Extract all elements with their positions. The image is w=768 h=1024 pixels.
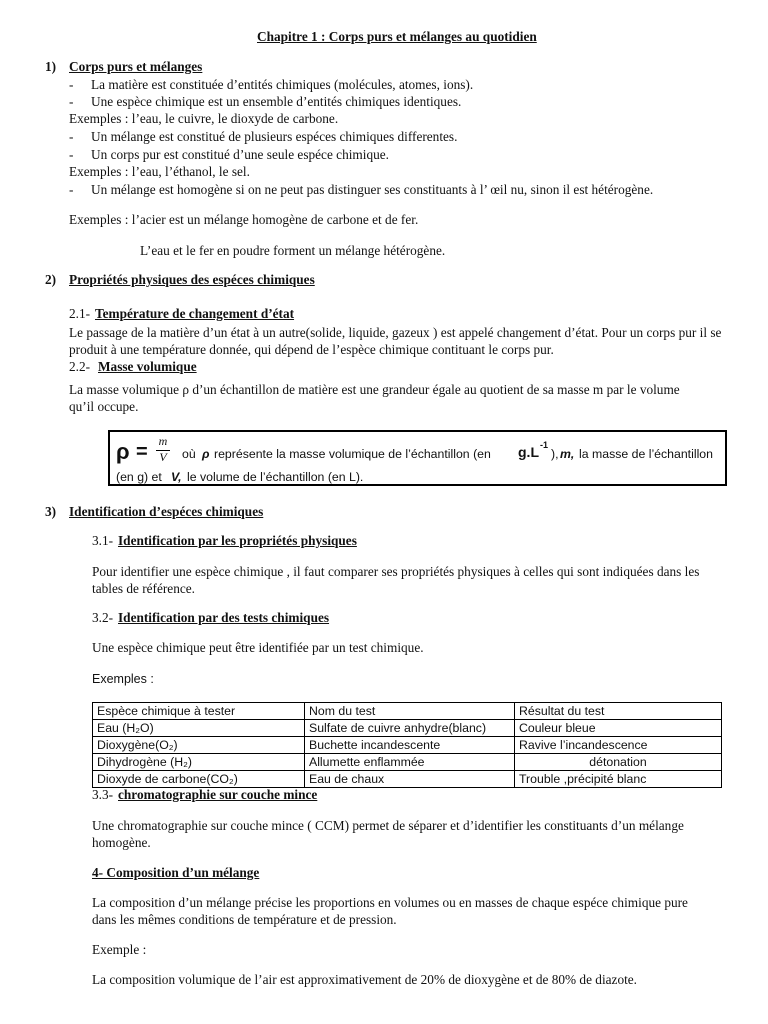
section-2-heading: Propriétés physiques des espéces chimiques: [69, 272, 315, 287]
bullet-dash: -: [69, 129, 74, 144]
formula-unit-exponent: -1: [540, 440, 549, 450]
formula-text-represents: représente la masse volumique de l’échantillon (en: [214, 447, 491, 461]
subsection-2-2-title: Masse volumique: [98, 359, 197, 374]
formula-rho-small: ρ: [202, 447, 210, 461]
formula-box: [108, 430, 727, 486]
chemical-tests-table: [92, 702, 722, 788]
section-4-heading: 4- Composition d’un mélange: [92, 865, 260, 880]
table-cell: Sulfate de cuivre anhydre(blanc): [305, 720, 515, 737]
section-4-example-label: Exemple :: [92, 942, 147, 957]
section-3-number: 3): [45, 504, 57, 519]
table-cell: Dihydrogène (H₂): [93, 754, 305, 771]
subsection-3-3-title: chromatographie sur couche mince: [118, 787, 318, 802]
section-2-number: 2): [45, 272, 57, 287]
subsection-2-1-number: 2.1-: [69, 306, 91, 321]
bullet-dash: -: [69, 147, 74, 162]
table-header-cell: Nom du test: [305, 703, 515, 720]
formula-text-mass: la masse de l’échantillon: [579, 447, 713, 461]
s1-line-6: Exemples : l’eau, l’éthanol, le sel.: [69, 164, 250, 179]
subsection-3-2-text: Une espèce chimique peut être identifiée par un test chimique.: [92, 640, 424, 655]
table-cell: Couleur bleue: [515, 720, 722, 737]
formula-equals: =: [136, 441, 148, 463]
formula-text-volume: le volume de l’échantillon (en L).: [187, 470, 364, 484]
subsection-3-1-text: Pour identifier une espèce chimique , il faut comparer ses propriétés physiques à celles qui sont indiquées dans les tables de référence.: [92, 564, 700, 596]
table-row: [93, 754, 722, 771]
subsection-2-1-title: Température de changement d’état: [95, 306, 295, 321]
subsection-3-2-title: Identification par des tests chimiques: [118, 610, 330, 625]
subsection-3-3-text: Une chromatographie sur couche mince ( CCM) permet de séparer et d’identifier les constituants d’un mélange homogène.: [92, 818, 684, 850]
subsection-3-3-number: 3.3-: [92, 787, 114, 802]
s1-line-3: Exemples : l’eau, le cuivre, le dioxyde de carbone.: [69, 111, 339, 126]
formula-text-close: ),: [551, 447, 559, 461]
subsection-2-1-text: Le passage de la matière d’un état à un autre(solide, liquide, gazeux ) est appelé changement d’état. Pour un corps pur il se produit à une température donnée, qui dépend de l’espèce chimique contituant le corps pur.: [69, 325, 722, 357]
section-4-example-text: La composition volumique de l’air est approximativement de 20% de dioxygène et de 80% de diazote.: [92, 972, 638, 987]
subsection-3-1-title: Identification par les propriétés physiques: [118, 533, 357, 548]
table-cell: Trouble ,précipité blanc: [515, 771, 722, 788]
s1-line-9: L’eau et le fer en poudre forment un mélange hétérogène.: [140, 243, 446, 258]
page-title: Chapitre 1 : Corps purs et mélanges au quotidien: [257, 29, 537, 44]
table-cell: Eau (H₂O): [93, 720, 305, 737]
table-row: [93, 771, 722, 788]
section-1-heading: Corps purs et mélanges: [69, 59, 203, 74]
formula-text-en-g: (en g) et: [116, 470, 162, 484]
section-3-heading: Identification d’espéces chimiques: [69, 504, 264, 519]
table-header-cell: Résultat du test: [515, 703, 722, 720]
formula-rho: ρ: [116, 439, 130, 464]
section-1-number: 1): [45, 59, 57, 74]
s1-line-1: La matière est constituée d’entités chimiques (molécules, atomes, ions).: [91, 77, 474, 92]
s1-line-2: Une espèce chimique est un ensemble d’entités chimiques identiques.: [91, 94, 462, 109]
subsection-2-2-text: La masse volumique ρ d’un échantillon de matière est une grandeur égale au quotient de sa masse m par le volume qu’il occupe.: [69, 382, 680, 414]
formula-numerator: m: [158, 434, 168, 448]
table-row: [93, 720, 722, 737]
formula-text-ou: où: [182, 447, 196, 461]
formula-unit: g.L: [518, 444, 539, 460]
table-row: [93, 737, 722, 754]
s1-line-7: Un mélange est homogène si on ne peut pas distinguer ses constituants à l’ œil nu, sinon il est hétérogène.: [91, 182, 654, 197]
s1-line-4: Un mélange est constitué de plusieurs espéces chimiques differentes.: [91, 129, 458, 144]
formula-v: V,: [171, 470, 182, 484]
subsection-3-2-number: 3.2-: [92, 610, 114, 625]
table-header-cell: Espèce chimique à tester: [93, 703, 305, 720]
subsection-2-2-number: 2.2-: [69, 359, 91, 374]
s1-line-5: Un corps pur est constitué d’une seule espéce chimique.: [91, 147, 389, 162]
formula-denominator: V: [159, 450, 167, 464]
table-cell: Eau de chaux: [305, 771, 515, 788]
bullet-dash: -: [69, 94, 74, 109]
table-cell: Buchette incandescente: [305, 737, 515, 754]
table-cell: Dioxyde de carbone(CO₂): [93, 771, 305, 788]
bullet-dash: -: [69, 182, 74, 197]
table-cell: détonation: [515, 754, 722, 771]
table-cell: Allumette enflammée: [305, 754, 515, 771]
section-4-text: La composition d’un mélange précise les proportions en volumes ou en masses de chaque espéce chimique pure dans les mêmes conditions de température et de pression.: [92, 895, 688, 927]
table-cell: Ravive l’incandescence: [515, 737, 722, 754]
examples-label: Exemples :: [92, 672, 154, 686]
table-header-row: [93, 703, 722, 720]
bullet-dash: -: [69, 77, 74, 92]
subsection-3-1-number: 3.1-: [92, 533, 114, 548]
table-cell: Dioxygène(O₂): [93, 737, 305, 754]
s1-line-8: Exemples : l’acier est un mélange homogène de carbone et de fer.: [69, 212, 419, 227]
formula-m: m,: [560, 447, 575, 461]
